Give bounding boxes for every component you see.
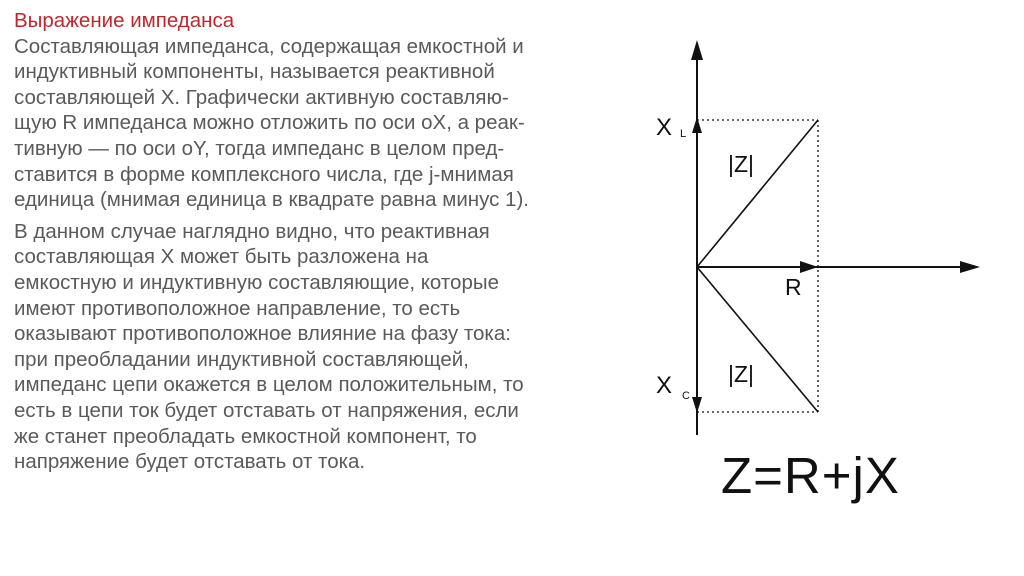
text-line: Составляющая импеданса, содержащая емкостной и [14, 34, 524, 58]
x-axis-arrow [960, 261, 980, 273]
text-line: щую R импеданса можно отложить по оси oX, а реак- [14, 111, 525, 135]
r-label: R [785, 274, 802, 300]
text-line: оказывают противоположное влияние на фазу тока: [14, 322, 511, 346]
xl-label: X [656, 114, 673, 141]
text-line: импеданс цепи окажется в целом положительным, то [14, 373, 524, 397]
z-upper-vector [697, 120, 818, 267]
text-line: ставится в форме комплексного числа, где j-мнимая [14, 162, 514, 186]
text-line: же станет преобладать емкостной компонент, то [14, 424, 477, 448]
slide-title: Выражение импеданса [14, 9, 235, 32]
impedance-formula: Z=R+jX [721, 447, 900, 504]
y-axis-arrow [691, 40, 703, 60]
z-upper-label: |Z| [728, 151, 754, 177]
text-line: единица (мнимая единица в квадрате равна минус 1). [14, 188, 529, 212]
xc-arrow [692, 397, 702, 413]
text-line: составляющей X. Графически активную составляю- [14, 85, 509, 109]
text-line: напряжение будет отставать от тока. [14, 450, 366, 474]
xc-subscript: C [682, 390, 690, 402]
xc-label: X [656, 372, 673, 399]
z-lower-label: |Z| [728, 361, 754, 387]
xl-subscript: L [680, 128, 687, 140]
text-line: имеют противоположное направление, то есть [14, 296, 461, 320]
r-vector-arrow [800, 261, 818, 273]
text-line: составляющая X может быть разложена на [14, 245, 429, 269]
text-line: индуктивный компоненты, называется реактивной [14, 60, 495, 84]
text-line: есть в цепи ток будет отставать от напряжения, если [14, 398, 519, 422]
text-line: при преобладании индуктивной составляющей, [14, 347, 469, 371]
text-line: емкостную и индуктивную составляющие, которые [14, 270, 499, 294]
text-line: тивную — по оси oY, тогда импеданс в целом пред- [14, 136, 505, 160]
text-line: В данном случае наглядно видно, что реактивная [14, 219, 490, 243]
